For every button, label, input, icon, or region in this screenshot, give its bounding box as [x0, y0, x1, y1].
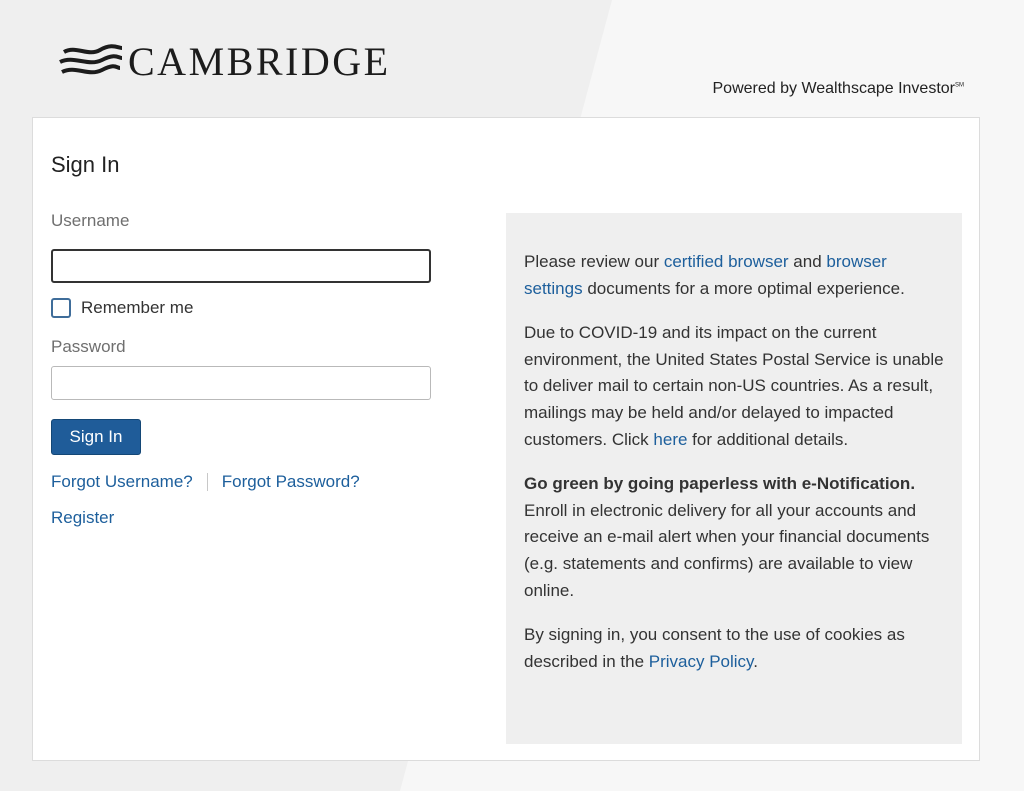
- brand-logo[interactable]: [58, 40, 391, 84]
- browser-notice-pre: Please review our: [524, 252, 664, 271]
- cookie-notice-post: .: [753, 651, 759, 671]
- wave-logo-icon: [58, 42, 124, 82]
- browser-notice-mid: and: [788, 252, 827, 271]
- cookie-notice-pre: By signing in, you consent to the use of cookies as described in the: [524, 625, 905, 671]
- sign-in-button[interactable]: Sign In: [51, 419, 141, 455]
- cookie-notice: [524, 622, 944, 675]
- paperless-notice: [524, 471, 944, 604]
- remember-me[interactable]: [51, 298, 193, 318]
- signin-card: [32, 117, 980, 761]
- register-link[interactable]: Register: [51, 508, 115, 527]
- browser-notice: [524, 249, 944, 302]
- browser-notice-post: documents for a more optimal experience.: [582, 278, 905, 298]
- username-input[interactable]: [51, 249, 431, 283]
- powered-by-text: Powered by Wealthscape Investor: [712, 80, 955, 97]
- register: [51, 508, 114, 528]
- remember-me-checkbox[interactable]: [51, 298, 71, 318]
- recovery-links: [51, 472, 360, 492]
- remember-me-label[interactable]: Remember me: [81, 298, 194, 317]
- password-label: Password: [51, 337, 126, 356]
- password-input[interactable]: [51, 366, 431, 400]
- browser-settings-link[interactable]: browser settings: [524, 252, 887, 298]
- covid-notice: [524, 320, 944, 453]
- paperless-heading: Go green by going paperless with e-Notification.: [524, 474, 916, 494]
- info-panel: [506, 213, 962, 744]
- brand-name: CAMBRIDGE: [128, 39, 391, 84]
- forgot-password-link[interactable]: Forgot Password?: [221, 472, 360, 491]
- covid-notice-post: for additional details.: [687, 429, 849, 449]
- trademark-mark: SM: [955, 82, 964, 89]
- link-divider: [207, 473, 208, 491]
- paperless-body: Enroll in electronic delivery for all your accounts and receive an e-mail alert when your financial documents (e.g. statements and confirms) are available to view online.: [524, 500, 930, 600]
- forgot-username-link[interactable]: Forgot Username?: [51, 472, 193, 491]
- certified-browser-link[interactable]: certified browser: [663, 252, 789, 271]
- privacy-policy-link[interactable]: Privacy Policy: [648, 651, 754, 671]
- powered-by: [713, 80, 965, 98]
- page-title: Sign In: [51, 152, 120, 177]
- header: [0, 0, 1024, 118]
- covid-notice-pre: Due to COVID-19 and its impact on the current environment, the United States Postal Service is unable to deliver mail to certain non-US countries. As a result, mailings may be held and/or delayed to impacted customers. Click: [524, 323, 944, 449]
- username-label: Username: [51, 211, 130, 230]
- covid-details-link[interactable]: here: [653, 429, 688, 449]
